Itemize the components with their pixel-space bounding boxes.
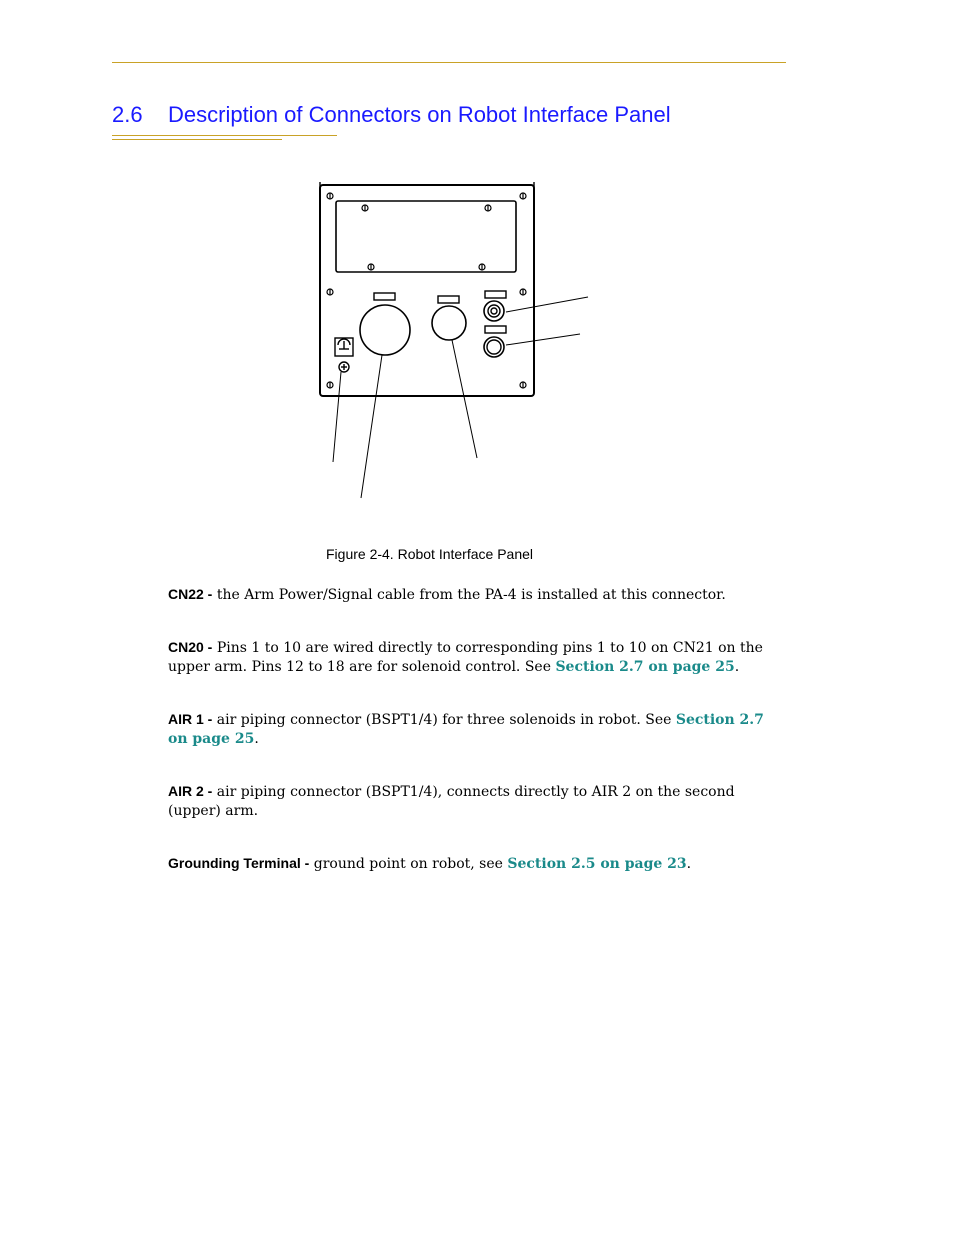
air2-description: [168, 782, 788, 821]
air1-term: AIR 1 -: [168, 711, 213, 727]
air2-leader: [506, 334, 580, 345]
heading-underline: [112, 135, 337, 136]
section-number: 2.6: [112, 102, 143, 127]
cn22-connector: [360, 305, 410, 355]
air2-connector: [484, 337, 504, 357]
ground-term: Grounding Terminal -: [168, 855, 310, 871]
cn20-text: Pins 1 to 10 are wired directly to corresponding pins 1 to 10 on CN21 on the upper arm. Pins 12 to 18 are for solenoid control. See: [168, 640, 763, 675]
cn20-connector: [432, 306, 466, 340]
air1-leader: [506, 297, 588, 312]
cn22-text: the Arm Power/Signal cable from the PA-4 is installed at this connector.: [216, 587, 726, 603]
air2-label-plate: [485, 326, 506, 333]
figure-caption: Figure 2-4. Robot Interface Panel: [326, 546, 534, 562]
ground-leader: [333, 372, 341, 462]
cn22-description: [168, 585, 788, 605]
heading-underline-short: [112, 139, 282, 140]
cn22-label-plate: [374, 293, 395, 300]
cn20-term: CN20 -: [168, 639, 213, 655]
section-heading: [112, 102, 671, 128]
air2-term: AIR 2 -: [168, 783, 213, 799]
section-title: Description of Connectors on Robot Interface Panel: [168, 102, 671, 127]
cn20-label-plate: [438, 296, 459, 303]
cn22-term: CN22 -: [168, 586, 213, 602]
top-rule: [112, 62, 786, 63]
ground-description: [168, 854, 788, 874]
air1-description: [168, 710, 788, 749]
air1-connector: [484, 301, 504, 321]
cn20-section-link[interactable]: Section 2.7 on page 25: [555, 659, 735, 675]
ground-period: .: [686, 856, 692, 872]
cn20-description: [168, 638, 788, 677]
cn20-leader: [452, 340, 477, 458]
callout-leader-lines: [333, 297, 588, 498]
air1-period: .: [254, 731, 259, 747]
panel-window: [336, 201, 516, 272]
cn20-period: .: [734, 659, 740, 675]
ground-section-link[interactable]: Section 2.5 on page 23: [507, 856, 687, 872]
robot-interface-panel-figure: [310, 178, 610, 508]
air1-section-link[interactable]: Section 2.7 on page 25: [168, 712, 764, 747]
air1-text: air piping connector (BSPT1/4) for three solenoids in robot. See: [216, 712, 672, 728]
air2-text: air piping connector (BSPT1/4), connects directly to AIR 2 on the second (upper) arm.: [168, 784, 735, 819]
ground-text: ground point on robot, see: [313, 856, 503, 872]
cn22-leader: [361, 355, 382, 498]
air1-label-plate: [485, 291, 506, 298]
grounding-terminal-icon: [339, 362, 349, 372]
